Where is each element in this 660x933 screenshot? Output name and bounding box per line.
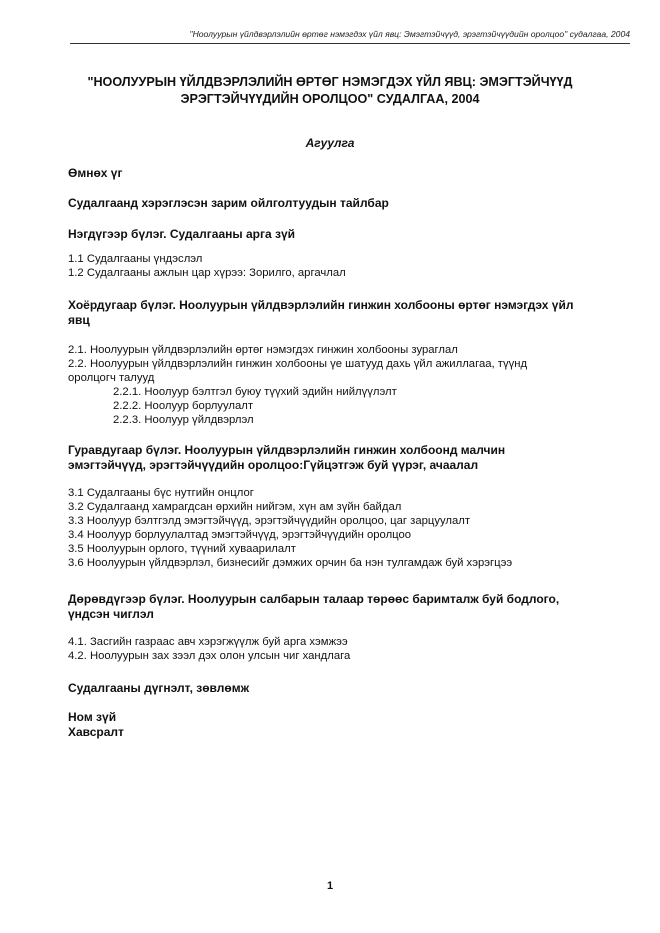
toc-item-continued: оролцогч талууд xyxy=(68,372,155,384)
chapter-1-title: Нэгдүгээр бүлэг. Судалгааны арга зүй xyxy=(68,227,295,241)
chapter-2-title-line: Хоёрдугаар бүлэг. Ноолуурын үйлдвэрлэлийн гинжин холбооны өртөг нэмэгдэх үйл xyxy=(68,298,574,312)
toc-subitem: 2.2.3. Ноолуур үйлдвэрлэл xyxy=(113,414,254,426)
toc-item: 2.1. Ноолуурын үйлдвэрлэлийн өртөг нэмэгдэх гинжин холбооны зураглал xyxy=(68,344,458,356)
toc-chapter-1 xyxy=(68,227,620,280)
toc-item: 3.6 Ноолуурын үйлдвэрлэл, бизнесийг дэмжих орчин ба нэн тулгамдаж буй хэрэгцээ xyxy=(68,557,513,569)
toc-item: 3.4 Ноолуур борлуулалтад эмэгтэйчүүд, эрэгтэйчүүдийн оролцоо xyxy=(68,529,412,541)
toc-item: 4.2. Ноолуурын зах зээл дэх олон улсын чиг хандлага xyxy=(68,650,351,662)
toc-item: 4.1. Засгийн газраас авч хэрэгжүүлж буй арга хэмжээ xyxy=(68,636,348,648)
toc-item: 3.5 Ноолуурын орлого, түүний хуваарилалт xyxy=(68,543,296,555)
chapter-3-title-line: эмэгтэйчүүд, эрэгтэйчүүдийн оролцоо:Гүйцэтгэж буй үүрэг, ачаалал xyxy=(68,458,479,472)
toc-item: 3.3 Ноолуур бэлтгэлд эмэгтэйчүүд, эрэгтэйчүүдийн оролцоо, цаг зарцуулалт xyxy=(68,515,471,527)
toc-subitem: 2.2.2. Ноолуур борлуулалт xyxy=(113,400,253,412)
toc-heading: Агуулга xyxy=(305,136,355,150)
chapter-4-title xyxy=(68,592,620,622)
document-title-line: ЭРЭГТЭЙЧҮҮДИЙН ОРОЛЦОО" СУДАЛГАА, 2004 xyxy=(180,92,480,106)
toc-appendix: Хавсралт xyxy=(68,725,124,739)
toc-chapter-4 xyxy=(68,592,620,663)
page-number: 1 xyxy=(326,880,334,892)
chapter-3-title-line: Гуравдугаар бүлэг. Ноолуурын үйлдвэрлэлийн гинжин холбоонд малчин xyxy=(68,443,506,457)
chapter-2-title-line: явц xyxy=(68,313,90,327)
chapter-3-title xyxy=(68,443,620,473)
toc-chapter-2 xyxy=(68,298,620,427)
toc-item: 1.1 Судалгааны үндэслэл xyxy=(68,253,203,265)
document-title-line: "НООЛУУРЫН ҮЙЛДВЭРЛЭЛИЙН ӨРТӨГ НЭМЭГДЭХ ҮЙЛ ЯВЦ: ЭМЭГТЭЙЧҮҮД xyxy=(87,75,573,89)
toc-chapter-3 xyxy=(68,443,620,570)
chapter-4-title-line: Дөрөвдүгээр бүлэг. Ноолуурын салбарын талаар төрөөс баримталж буй бодлого, xyxy=(68,592,560,606)
toc-item: 3.1 Судалгааны бүс нутгийн онцлог xyxy=(68,487,254,499)
chapter-4-title-line: үндсэн чиглэл xyxy=(68,607,154,621)
toc-item: 3.2 Судалгаанд хамрагдсан өрхийн нийгэм, хүн ам зүйн байдал xyxy=(68,501,402,513)
running-header: "Ноолуурын үйлдвэрлэлийн өртөг нэмэгдэх үйл явц: Эмэгтэйчүүд, эрэгтэйчүүдийн оролцоо" судалгаа, 2004 xyxy=(70,29,630,44)
toc-back-matter xyxy=(68,710,620,740)
toc-subitem: 2.2.1. Ноолуур бэлтгэл буюу түүхий эдийн нийлүүлэлт xyxy=(113,386,397,398)
toc-foreword: Өмнөх үг xyxy=(68,166,123,180)
toc-conclusion: Судалгааны дүгнэлт, зөвлөмж xyxy=(68,681,250,695)
toc-item: 2.2. Ноолуурын үйлдвэрлэлийн гинжин холбооны үе шатууд дахь үйл ажиллагаа, түүнд xyxy=(68,358,528,370)
chapter-2-title xyxy=(68,298,620,328)
document-title xyxy=(60,74,600,108)
toc-item: 1.2 Судалгааны ажлын цар хүрээ: Зорилго, аргачлал xyxy=(68,267,346,279)
toc-terms: Судалгаанд хэрэглэсэн зарим ойлголтуудын тайлбар xyxy=(68,196,389,210)
toc-references: Ном зүй xyxy=(68,710,117,724)
